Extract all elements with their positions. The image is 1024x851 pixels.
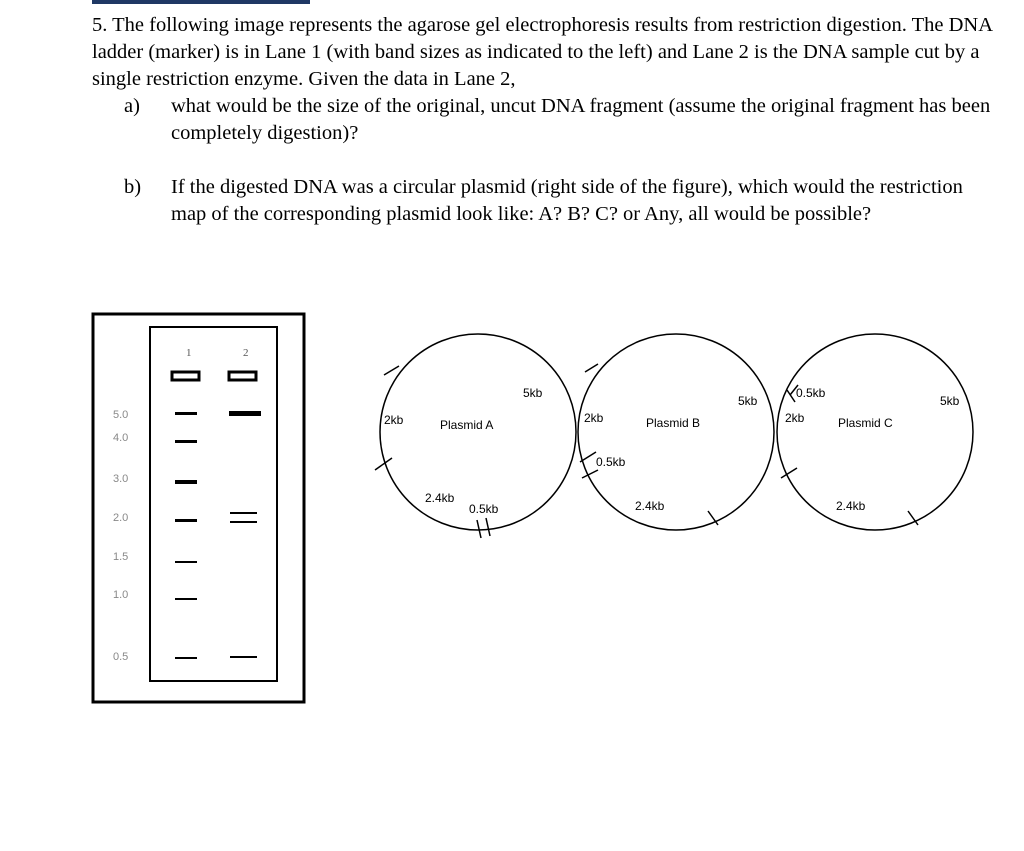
sample-band [229, 411, 261, 416]
cut-site-tick [477, 520, 481, 538]
ladder-size-label: 1.5 [113, 551, 129, 563]
plasmid-c-label-0-5kb: 0.5kb [796, 386, 826, 400]
well-lane-2 [229, 372, 256, 380]
ladder-size-label: 2.0 [113, 512, 129, 524]
part-a-label: a) [124, 95, 140, 117]
gel-body [150, 327, 277, 681]
ladder-band [175, 519, 197, 522]
lane-2-label: 2 [243, 347, 249, 359]
ladder-band [175, 561, 197, 563]
ladder-band [175, 440, 197, 443]
plasmid-b-label-2kb: 2kb [584, 411, 604, 425]
part-b-label: b) [124, 176, 142, 198]
plasmid-a-label-0-5kb: 0.5kb [469, 502, 499, 516]
sample-band [230, 512, 257, 514]
gel-image [93, 314, 304, 702]
question-intro: 5. The following image represents the agarose gel electrophoresis results from restriction digestion. The DNA ladder (marker) is in Lane 1 (with band sizes as indicated to the left) and Lane 2 is the DNA sample cut by a single restriction enzyme. Given the data in Lane 2, [92, 14, 992, 90]
well-lane-1 [172, 372, 199, 380]
ladder-size-label: 4.0 [113, 432, 129, 444]
cut-site-tick [787, 390, 795, 402]
plasmid-c-label-5kb: 5kb [940, 394, 960, 408]
plasmid-b-label-0-5kb: 0.5kb [596, 455, 626, 469]
plasmid-b-label-2-4kb: 2.4kb [635, 499, 665, 513]
ladder-band [175, 412, 197, 415]
plasmid-a-label-5kb: 5kb [523, 386, 543, 400]
sample-band [230, 656, 257, 658]
ladder-band [175, 480, 197, 484]
plasmid-b [578, 334, 774, 530]
plasmid-c [777, 334, 973, 530]
plasmid-c-label-2kb: 2kb [785, 411, 805, 425]
cut-site-tick [580, 452, 596, 462]
cut-site-tick [384, 366, 399, 375]
ladder-band [175, 657, 197, 659]
plasmid-a-name: Plasmid A [440, 418, 494, 432]
ladder-band [175, 598, 197, 600]
plasmid-a-label-2kb: 2kb [384, 413, 404, 427]
plasmid-b-label-5kb: 5kb [738, 394, 758, 408]
cut-site-tick [781, 468, 797, 478]
plasmid-b-circle [578, 334, 774, 530]
lane-1-label: 1 [186, 347, 192, 359]
sample-band [230, 521, 257, 523]
plasmid-a-circle [380, 334, 576, 530]
cut-site-tick [486, 518, 490, 536]
plasmid-c-label-2-4kb: 2.4kb [836, 499, 866, 513]
cut-site-tick [582, 470, 598, 478]
plasmid-c-circle [777, 334, 973, 530]
plasmid-c-name: Plasmid C [838, 416, 893, 430]
ladder-size-label: 5.0 [113, 409, 129, 421]
part-a-text: what would be the size of the original, uncut DNA fragment (assume the original fragment has been completely digestion)? [171, 95, 991, 144]
ladder-size-label: 0.5 [113, 651, 129, 663]
plasmid-b-name: Plasmid B [646, 416, 701, 430]
plasmid-a-label-2-4kb: 2.4kb [425, 491, 455, 505]
ladder-size-label: 3.0 [113, 473, 129, 485]
ladder-size-label: 1.0 [113, 589, 129, 601]
part-b-text: If the digested DNA was a circular plasmid (right side of the figure), which would the restriction map of the corresponding plasmid look like: A? B? C? or Any, all would be possible? [171, 176, 963, 225]
cut-site-tick [585, 364, 598, 372]
